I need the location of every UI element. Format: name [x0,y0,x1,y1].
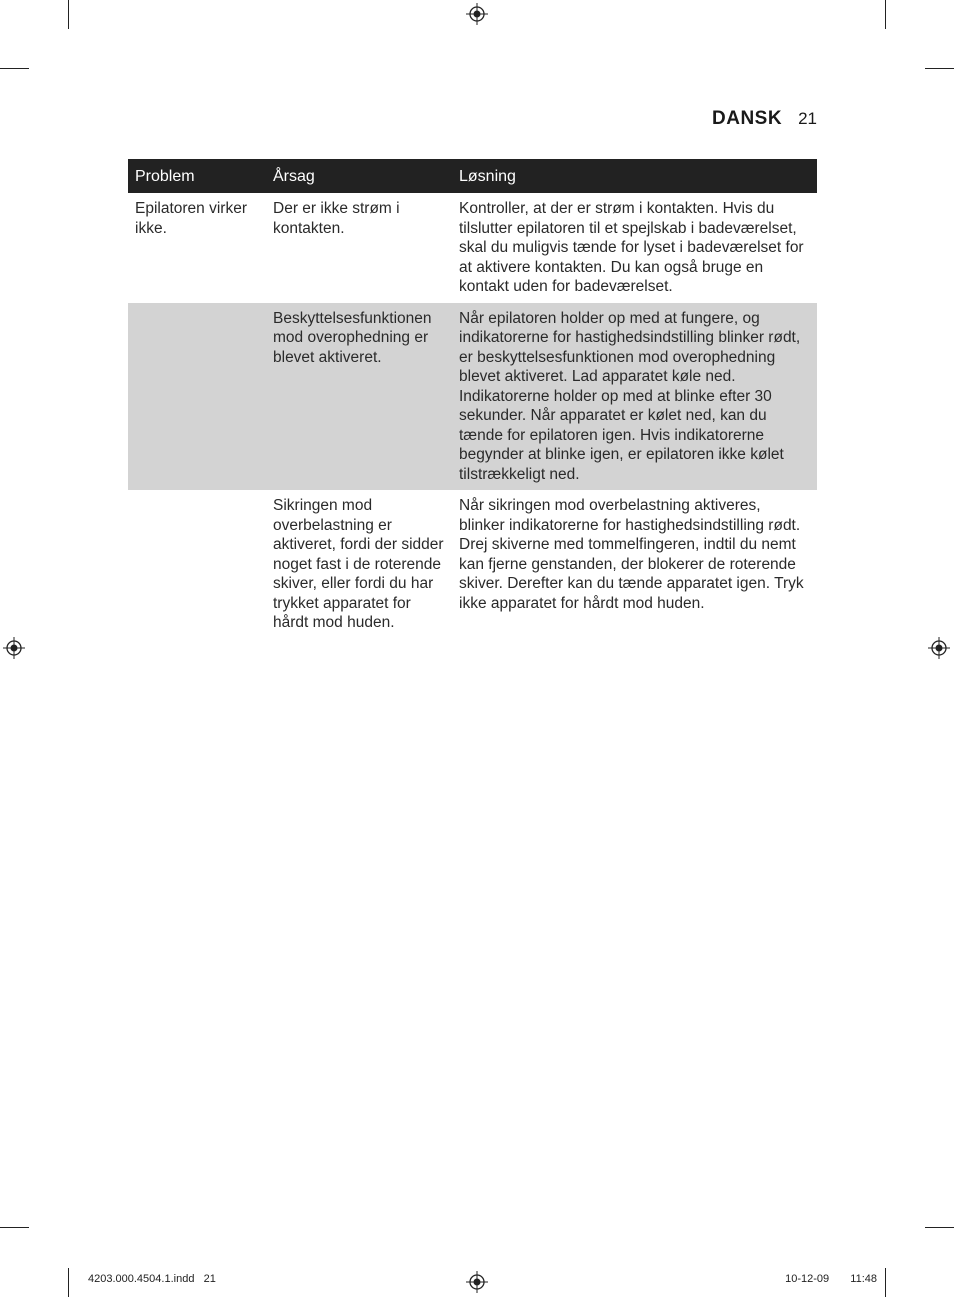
registration-mark-icon [466,3,488,25]
problem-cell [128,303,266,491]
solution-cell: Når sikringen mod overbelastning aktiveres, blinker indikatorerne for hastighedsindstilling rødt. Drej skiverne med tommelfingeren, indtil du nemt kan fjerne genstanden, der blokerer de roterende skiver. Derefter kan du tænde apparatet igen. Tryk ikke apparatet for hårdt mod huden. [459,497,804,612]
crop-mark-top-right-h [925,68,954,69]
registration-mark-icon [3,637,25,659]
table-header-row [128,159,817,193]
table-row [128,193,817,303]
section-language: DANSK [712,108,783,129]
problem-cell [128,490,266,639]
cause-cell: Beskyttelsesfunktionen mod overophedning er blevet aktiveret. [266,303,452,491]
crop-mark-bottom-left-h [0,1227,29,1228]
footer-date-time: 10-12-09 11:48 [785,1273,877,1285]
page-number: 21 [798,109,817,128]
registration-mark-icon [466,1271,488,1293]
column-header-cause: Årsag [266,159,452,193]
column-header-problem: Problem [128,159,266,193]
table-row [128,303,817,491]
crop-mark-top-left-h [0,68,29,69]
problem-cell: Epilatoren virker ikke. [135,200,247,237]
solution-cell: Kontroller, at der er strøm i kontakten. Hvis du tilslutter epilatoren til et spejlskab i badeværelset, skal du muligvis tænde for lyset i badeværelset for at aktivere kontakten. Du kan også bruge en kontakt uden for badeværelset. [459,200,804,295]
troubleshooting-table [128,159,817,639]
crop-mark-bottom-left-v [68,1268,69,1297]
registration-mark-icon [928,637,950,659]
crop-mark-top-left-v [68,0,69,29]
page-header [712,108,817,130]
table-row [128,490,817,639]
crop-mark-bottom-right-h [925,1227,954,1228]
solution-cell: Når epilatoren holder op med at fungere, og indikatorerne for hastighedsindstilling blinker rødt, er beskyttelsesfunktionen mod overophedning blevet aktiveret. Lad apparatet køle ned. Indikatorerne holder op med at blinke efter 30 sekunder. Når apparatet er kølet ned, kan du tænde for epilatoren igen. Hvis indikatorerne begynder at blinke igen, er epilatoren ikke kølet tilstrækkeligt ned. [452,303,817,491]
cause-cell: Sikringen mod overbelastning er aktiveret, fordi der sidder noget fast i de roterende skiver, eller fordi du har trykket apparatet for hårdt mod huden. [273,497,444,631]
crop-mark-bottom-right-v [885,1268,886,1297]
column-header-solution: Løsning [452,159,817,193]
footer-file-info: 4203.000.4504.1.indd 21 [88,1273,216,1285]
cause-cell: Der er ikke strøm i kontakten. [273,200,400,237]
crop-mark-top-right-v [885,0,886,29]
